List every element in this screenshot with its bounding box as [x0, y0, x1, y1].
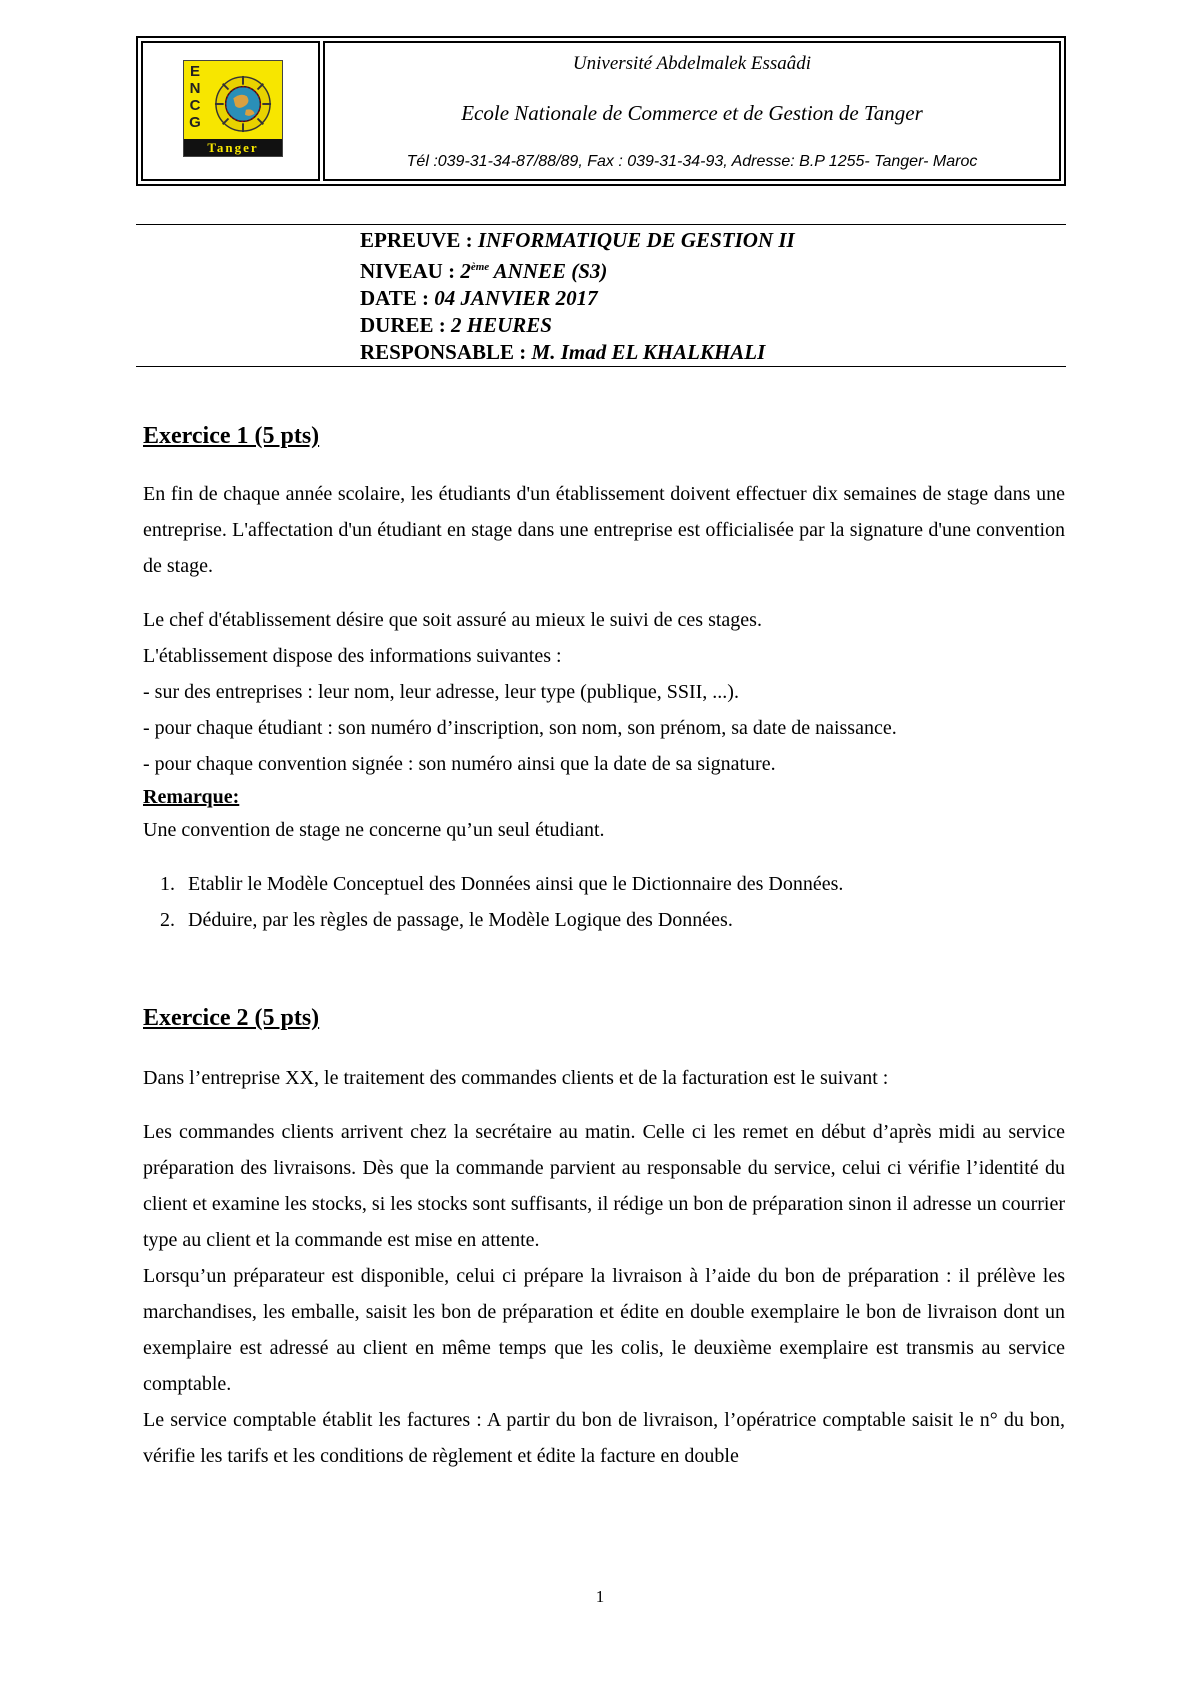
remark-text: Une convention de stage ne concerne qu’un seul étudiant.	[143, 819, 605, 841]
responsable-value: M. Imad EL KHALKHALI	[531, 340, 766, 364]
exercise-2-intro: Dans l’entreprise XX, le traitement des commandes clients et de la facturation est le suivant :	[143, 1067, 889, 1089]
contact-line: Tél :039-31-34-87/88/89, Fax : 039-31-34-93, Adresse: B.P 1255- Tanger- Maroc	[406, 153, 978, 170]
exam-info	[360, 227, 795, 366]
info-line: - pour chaque étudiant : son numéro d’inscription, son nom, son prénom, sa date de naissance.	[143, 717, 897, 739]
logo-letters: E N C G	[189, 63, 201, 131]
exercise-1-intro: En fin de chaque année scolaire, les étudiants d'un établissement doivent effectuer dix semaines de stage dans une entreprise. L'affectation d'un étudiant en stage dans une entreprise est officialisée par la signature d'une convention de stage.	[143, 483, 1065, 577]
exercise-2	[143, 1005, 1065, 1474]
date-row: DATE : 04 JANVIER 2017	[360, 286, 598, 310]
exercise-2-title: Exercice 2 (5 pts)	[143, 1005, 320, 1031]
exercise-2-paragraph-1: Les commandes clients arrivent chez la secrétaire au matin. Celle ci les remet en début d’après midi au service préparation des livraisons. Dès que la commande parvient au responsable du service, celui ci vérifie l’identité du client et examine les stocks, si les stocks sont suffisants, il rédige un bon de préparation sinon il adresse un courrier type au client et la commande est mise en attente.	[143, 1121, 1065, 1251]
exercise-1-info	[143, 602, 1065, 782]
niveau-value: 2ème ANNEE (S3)	[460, 259, 608, 283]
school-name: Ecole Nationale de Commerce et de Gestion de Tanger	[461, 101, 923, 125]
question-item: 1. Etablir le Modèle Conceptuel des Données ainsi que le Dictionnaire des Données.	[180, 866, 1065, 902]
exercise-1	[143, 423, 1065, 938]
exercise-2-paragraph-3: Le service comptable établit les factures : A partir du bon de livraison, l’opératrice comptable saisit le n° du bon, vérifie les tarifs et les conditions de règlement et édite la facture en double	[143, 1409, 1065, 1467]
top-divider	[136, 224, 1066, 225]
duree-value: 2 HEURES	[451, 313, 552, 337]
exercise-1-title: Exercice 1 (5 pts)	[143, 423, 320, 449]
logo-emblem-icon	[214, 75, 272, 133]
remark-label: Remarque:	[143, 786, 240, 808]
info-line: - pour chaque convention signée : son numéro ainsi que la date de sa signature.	[143, 753, 776, 775]
exercise-1-questions	[143, 866, 1065, 938]
info-line: - sur des entreprises : leur nom, leur adresse, leur type (publique, SSII, ...).	[143, 681, 739, 703]
bottom-divider	[136, 366, 1066, 367]
epreuve-row: EPREUVE : INFORMATIQUE DE GESTION II	[360, 228, 795, 252]
university-name: Université Abdelmalek Essaâdi	[572, 53, 812, 74]
niveau-row: NIVEAU : 2ème ANNEE (S3)	[360, 259, 608, 283]
date-value: 04 JANVIER 2017	[434, 286, 598, 310]
info-line: L'établissement dispose des informations suivantes :	[143, 645, 562, 667]
duree-row: DUREE : 2 HEURES	[360, 313, 552, 337]
question-item: 2. Déduire, par les règles de passage, le Modèle Logique des Données.	[180, 902, 1065, 938]
logo-frame	[141, 41, 320, 181]
institution-frame	[323, 41, 1061, 181]
page-number: 1	[595, 1587, 605, 1606]
letterhead	[136, 36, 1066, 186]
info-line: Le chef d'établissement désire que soit assuré au mieux le suivi de ces stages.	[143, 609, 762, 631]
logo-banner: Tanger	[184, 139, 282, 156]
responsable-row: RESPONSABLE : M. Imad EL KHALKHALI	[360, 340, 766, 364]
epreuve-value: INFORMATIQUE DE GESTION II	[477, 228, 795, 252]
exercise-2-paragraph-2: Lorsqu’un préparateur est disponible, celui ci prépare la livraison à l’aide du bon de préparation : il prélève les marchandises, les emballe, saisit les bon de préparation et édite en double exemplaire le bon de livraison dont un exemplaire est adressé au client en même temps que les colis, le deuxième exemplaire est transmis au service comptable.	[143, 1265, 1065, 1395]
school-logo	[183, 60, 283, 157]
